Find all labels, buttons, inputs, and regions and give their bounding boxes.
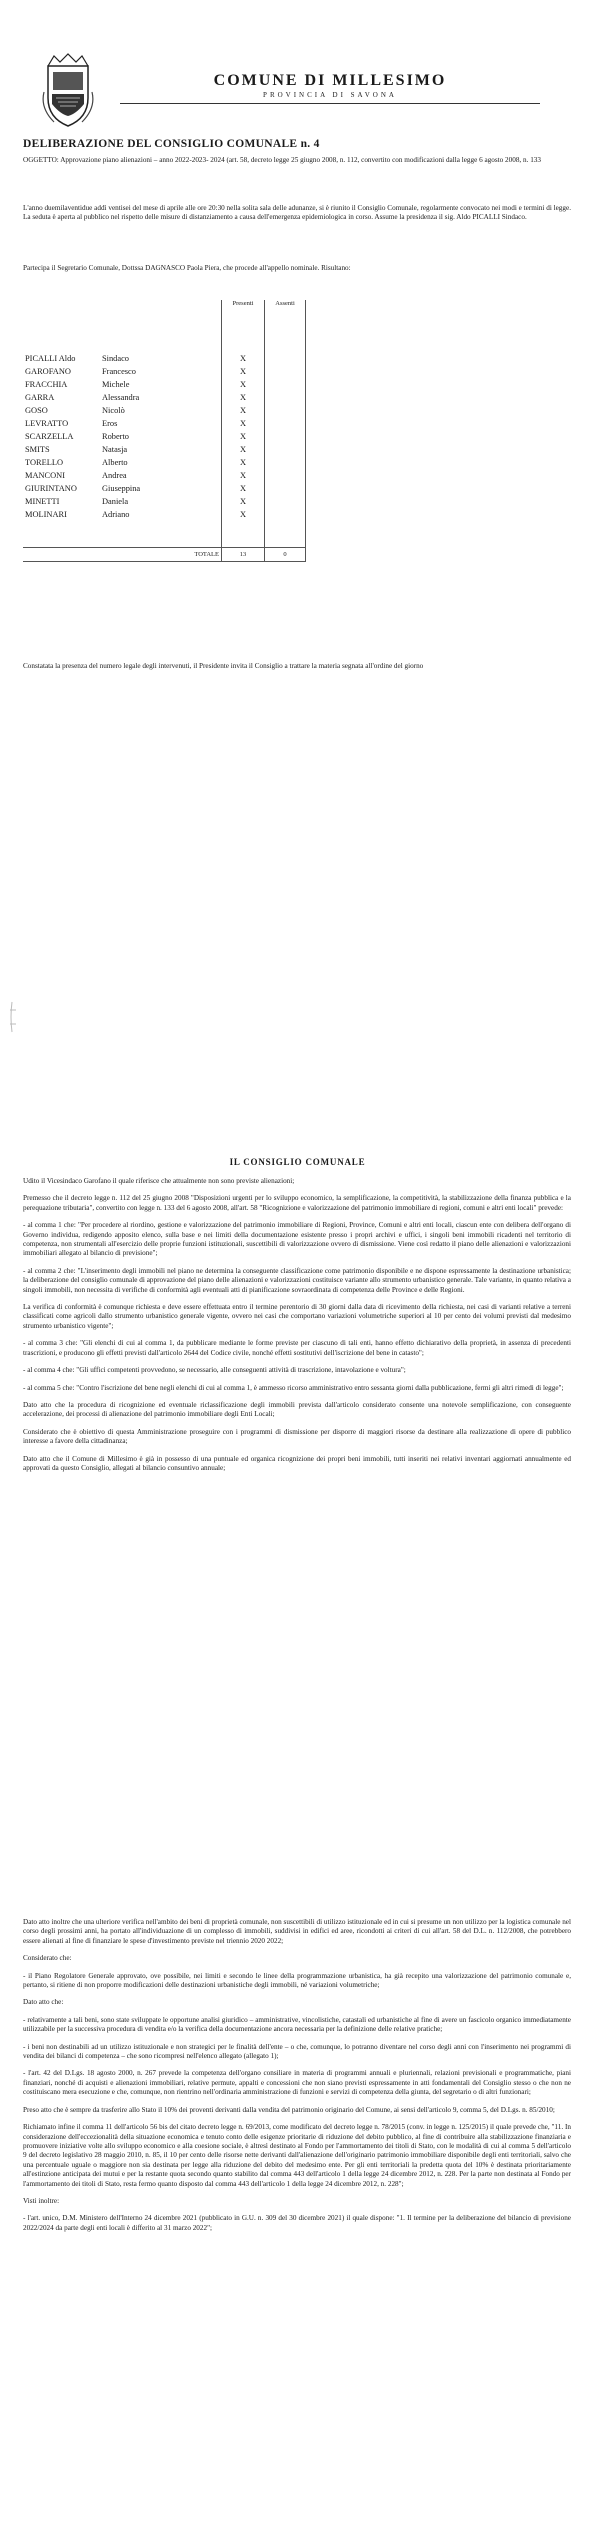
absent-mark (265, 365, 306, 378)
header-divider (120, 103, 540, 104)
body-paragraph: Richiamato infine il comma 11 dell'articolo 56 bis del citato decreto legge n. 69/2013, come modificato del decreto legge n. 78/2015 (conv. in legge n. 125/2015) il quale prevede che, "11. In considerazione dell'eccezionalità della situazione economica e tenuto conto delle esigenze prioritarie di riduzione del debito pubblico, al fine di contribuire alla stabilizzazione finanziaria e promuovere iniziative volte allo sviluppo economico e alla coesione sociale, è altresì destinato al Fondo per l'ammortamento dei titoli di Stato, con le modalità di cui al comma 5 dell'articolo 9 del decreto legislativo 28 maggio 2010, n. 85, il 10 per cento delle risorse nette derivanti dall'alienazione dell'originario patrimonio immobiliare disponibile degli enti territoriali, salvo che una percentuale uguale o maggiore non sia destinata per legge alla riduzione del debito del medesimo ente. Per gli enti territoriali la predetta quota del 10% è destinata prioritariamente all'estinzione anticipata dei mutui e per la restante quota secondo quanto stabilito dal comma 443 dell'articolo 1 della legge 24 dicembre 2012, n. 228. Per la parte non destinata al Fondo per l'ammortamento dei titoli di Stato, resta fermo quanto disposto dal comma 443 dell'articolo 1 della legge 24 dicembre 2012, n. 228"; (23, 2123, 571, 2188)
member-surname: GAROFANO (25, 367, 71, 376)
total-label: TOTALE (100, 548, 222, 562)
municipal-crest-icon (40, 52, 96, 128)
member-first-name: Nicolò (102, 406, 125, 415)
attendance-row (23, 482, 306, 495)
present-mark: X (222, 508, 265, 521)
attendance-row (23, 508, 306, 521)
header-spacer (100, 300, 222, 313)
body-paragraph: Visti inoltre: (23, 2196, 60, 2205)
attendance-row (23, 469, 306, 482)
present-mark: X (222, 469, 265, 482)
quorum-paragraph: Constatata la presenza del numero legale degli intervenuti, il Presidente invita il Consiglio a trattare la materia segnata all'ordine del giorno (23, 662, 424, 670)
total-present: 13 (222, 548, 265, 562)
member-surname: MANCONI (25, 471, 66, 480)
absent-mark (265, 508, 306, 521)
member-first-name: Francesco (102, 367, 136, 376)
deliberation-body-part1 (23, 1177, 571, 1481)
body-paragraph: - al comma 2 che: "L'inserimento degli immobili nel piano ne determina la conseguente classificazione come patrimonio disponibile e ne dispone espressamente la destinazione urbanistica; la deliberazione del consiglio comunale di approvazione del piano delle alienazioni e valorizzazioni costituisce variante allo strumento urbanistico generale. Tale variante, in quanto relativa a singoli immobili, non necessita di verifiche di conformità agli eventuali atti di pianificazione sovraordinata di competenza delle Province e delle Regioni. (23, 1266, 571, 1294)
absent-mark (265, 443, 306, 456)
member-first-name: Adriano (102, 510, 130, 519)
body-paragraph: La verifica di conformità è comunque richiesta e deve essere effettuata entro il termine perentorio di 30 giorni dalla data di ricevimento della richiesta, nei casi di varianti relative a terreni classificati come agricoli dallo strumento urbanistico generale vigente, ovvero nei casi che comportano variazioni volumetriche superiori al 10 per cento dei volumi previsti dal medesimo strumento urbanistico vigente"; (23, 1303, 571, 1330)
member-first-name: Natasja (102, 445, 128, 454)
present-mark: X (222, 495, 265, 508)
deliberation-body-part2 (23, 1918, 571, 2241)
member-surname: SMITS (25, 445, 50, 454)
body-paragraph: Dato atto che il Comune di Millesimo è già in possesso di una puntuale ed organica ricognizione dei propri beni immobili, tutti inseriti nei relativi inventari aggiornati annualmente ed approvati da questo Consiglio, allegati al bilancio consuntivo annuale; (23, 1454, 571, 1472)
body-paragraph: - l'art. 42 del D.Lgs. 18 agosto 2000, n. 267 prevede la competenza dell'organo consiliare in materia di programmi annuali e pluriennali, relazioni previsionali e programmatiche, piani finanziari, nonché di acquisti e alienazioni immobiliari, relative permute, appalti e concessioni che non siano previsti espressamente in atti fondamentali del Consiglio stesso o che non ne costituiscano mera esecuzione e che, comunque, non rientrino nell'ordinaria amministrazione di funzioni e servizi di competenza della giunta, del segretario o di altri funzionari; (23, 2069, 571, 2097)
present-mark: X (222, 404, 265, 417)
absent-mark (265, 378, 306, 391)
member-surname: LEVRATTO (25, 419, 69, 428)
scan-mark-icon (8, 1000, 34, 1034)
absent-mark (265, 391, 306, 404)
subject-paragraph: OGGETTO: Approvazione piano alienazioni – anno 2022-2023- 2024 (art. 58, decreto legge 25 giugno 2008, n. 112, convertito con modificazioni dalla legge 6 agosto 2008, n. 133 (23, 156, 541, 164)
attendance-header-row (23, 300, 306, 313)
body-paragraph: Dato atto inoltre che una ulteriore verifica nell'ambito dei beni di proprietà comunale, non suscettibili di utilizzo istituzionale ed in cui si presume un non utilizzo per la logistica comunale nel corso degli prossimi anni, ha portato all'individuazione di un complesso di immobili, suddivisi in edifici ed aree, ricondotti ai criteri di cui all'art. 58 del D.L. n. 112/2008, che potrebbero essere alienati al fine di finanziare le spese d'investimento previste nel triennio 2020 2022; (23, 1918, 571, 1945)
member-first-name: Giuseppina (102, 484, 141, 493)
header-present: Presenti (222, 300, 265, 313)
attendance-rows (23, 352, 306, 521)
absent-mark (265, 430, 306, 443)
body-paragraph: - al comma 1 che: "Per procedere al riordino, gestione e valorizzazione del patrimonio immobiliare di Regioni, Province, Comuni e altri enti locali, ciascun ente con delibera dell'organo di Governo individua, redigendo apposito elenco, sulla base e nei limiti della documentazione esistente presso i propri archivi e uffici, i singoli beni immobili ricadenti nel territorio di competenza, non strumentali all'esercizio delle proprie funzioni istituzionali, suscettibili di valorizzazione ovvero di dismissione. Viene così redatto il piano delle alienazioni e valorizzazioni immobiliari allegato al bilancio di previsione"; (23, 1221, 571, 1258)
body-paragraph: - il Piano Regolatore Generale approvato, ove possibile, nei limiti e secondo le linee della programmazione urbanistica, ha già recepito una valorizzazione del patrimonio comunale e, pertanto, si ritiene di non proporre modificazioni delle destinazioni urbanistiche degli immobili, né variazioni volumetriche; (23, 1971, 571, 1990)
present-mark: X (222, 456, 265, 469)
body-paragraph: Premesso che il decreto legge n. 112 del 25 giugno 2008 "Disposizioni urgenti per lo sviluppo economico, la semplificazione, la competitività, la stabilizzazione della finanza pubblica e la perequazione tributaria", convertito con legge n. 133 del 6 agosto 2008, all'art. 58 "Ricognizione e valorizzazione del patrimonio immobiliare di regioni, comuni e altri enti locali" prevede: (23, 1194, 571, 1212)
body-paragraph: Considerato che è obiettivo di questa Amministrazione proseguire con i programmi di dismissione per disporre di maggiori risorse da destinare alla realizzazione di opere di pubblico interesse a favore della cittadinanza; (23, 1427, 571, 1446)
member-first-name: Sindaco (102, 354, 129, 363)
member-surname: SCARZELLA (25, 432, 74, 441)
present-mark: X (222, 365, 265, 378)
absent-mark (265, 456, 306, 469)
member-first-name: Eros (102, 419, 118, 428)
absent-mark (265, 469, 306, 482)
body-paragraph: Considerato che: (23, 1954, 72, 1963)
absent-mark (265, 404, 306, 417)
member-surname: GOSO (25, 406, 48, 415)
present-mark: X (222, 430, 265, 443)
attendance-row (23, 391, 306, 404)
attendance-row (23, 456, 306, 469)
member-first-name: Alberto (102, 458, 128, 467)
present-mark: X (222, 378, 265, 391)
absent-mark (265, 482, 306, 495)
present-mark: X (222, 352, 265, 365)
attendance-row (23, 404, 306, 417)
body-paragraph: - al comma 4 che: "Gli uffici competenti provvedono, se necessario, alle conseguenti attività di trascrizione, intavolazione e voltura"; (23, 1366, 406, 1375)
member-first-name: Roberto (102, 432, 129, 441)
deliberation-title: DELIBERAZIONE DEL CONSIGLIO COMUNALE n. 4 (23, 138, 320, 150)
body-paragraph: Dato atto che la procedura di ricognizione ed eventuale riclassificazione degli immobili prevista dall'articolo considerato consente una notevole semplificazione, con conseguente accelerazione, dei processi di alienazione del patrimonio immobiliare degli Enti Locali; (23, 1400, 571, 1419)
council-heading: IL CONSIGLIO COMUNALE (229, 1157, 366, 1167)
body-paragraph: - relativamente a tali beni, sono state sviluppate le opportune analisi giuridico – amministrative, vincolistiche, catastali ed urbanistiche al fine di avere un fascicolo organico immediatamente utilizzabile per la successiva procedura di vendita e/o la verifica della documentazione ancora necessaria per la definizione delle relative pratiche; (23, 2015, 571, 2034)
member-surname: TORELLO (25, 458, 63, 467)
attendance-row (23, 365, 306, 378)
body-paragraph: - i beni non destinabili ad un utilizzo istituzionale e non strategici per le finalità dell'ente – o che, comunque, lo potranno diventare nel corso degli anni con l'inserimento nei programmi di vendita dei bilanci di competenza – che sono ricompresi nell'elenco allegato (allegato 1); (23, 2042, 571, 2061)
body-paragraph: Preso atto che è sempre da trasferire allo Stato il 10% dei proventi derivanti dalla vendita del patrimonio originario del Comune, ai sensi dell'articolo 9, comma 5, del D.Lgs. n. 85/2010; (23, 2105, 555, 2114)
absent-mark (265, 352, 306, 365)
member-first-name: Andrea (102, 471, 127, 480)
member-first-name: Daniela (102, 497, 129, 506)
absent-mark (265, 417, 306, 430)
attendance-row (23, 430, 306, 443)
header-spacer (23, 300, 100, 313)
present-mark: X (222, 391, 265, 404)
member-surname: MINETTI (25, 497, 60, 506)
body-paragraph: - al comma 3 che: "Gli elenchi di cui al comma 1, da pubblicare mediante le forme previste per ciascuno di tali enti, hanno effetto dichiarativo della proprietà, in assenza di precedenti trascrizioni, e producono gli effetti previsti dall'articolo 2644 del Codice civile, nonché effetti sostitutivi dell'iscrizione del bene in catasto"; (23, 1339, 571, 1357)
attendance-row (23, 417, 306, 430)
attendance-row (23, 495, 306, 508)
intro-paragraph: L'anno duemilaventidue addì ventisei del mese di aprile alle ore 20:30 nella solita sala delle adunanze, si è riunito il Consiglio Comunale, regolarmente convocato nei modi e termini di legge. La seduta è aperta al pubblico nel rispetto delle misure di distanziamento a causa dell'emergenza epidemiologica in corso. Assume la presidenza il sig. Aldo PICALLI Sindaco. (23, 204, 571, 222)
attendance-row (23, 443, 306, 456)
attendance-total-row (23, 548, 306, 562)
member-first-name: Michele (102, 380, 130, 389)
body-paragraph: Udito il Vicesindaco Garofano il quale riferisce che attualmente non sono previste alienazioni; (23, 1177, 295, 1185)
body-paragraph: - al comma 5 che: "Contro l'iscrizione del bene negli elenchi di cui al comma 1, è ammesso ricorso amministrativo entro sessanta giorni dalla pubblicazione, fermi gli altri rimedi di legge"; (23, 1383, 564, 1392)
body-paragraph: Dato atto che: (23, 1998, 64, 2007)
present-mark: X (222, 417, 265, 430)
member-surname: PICALLI Aldo (25, 354, 76, 363)
municipality-title: COMUNE DI MILLESIMO (213, 72, 447, 89)
total-absent: 0 (265, 548, 306, 562)
member-surname: GARRA (25, 393, 55, 402)
member-surname: GIURINTANO (25, 484, 77, 493)
body-paragraph: - l'art. unico, D.M. Ministero dell'Interno 24 dicembre 2021 (pubblicato in G.U. n. 309 del 30 dicembre 2021) il quale dispone: "1. Il termine per la deliberazione del bilancio di previsione 2022/2024 da parte degli enti locali è differito al 31 marzo 2022"; (23, 2214, 571, 2232)
province-subtitle: PROVINCIA DI SAVONA (263, 91, 397, 99)
present-mark: X (222, 482, 265, 495)
attendance-table (23, 300, 306, 562)
member-surname: MOLINARI (25, 510, 67, 519)
secretary-paragraph: Partecipa il Segretario Comunale, Dottssa DAGNASCO Paola Piera, che procede all'appello nominale. Risultano: (23, 264, 351, 272)
member-first-name: Alessandra (102, 393, 140, 402)
present-mark: X (222, 443, 265, 456)
header-absent: Assenti (265, 300, 306, 313)
attendance-row (23, 378, 306, 391)
attendance-row (23, 352, 306, 365)
member-surname: FRACCHIA (25, 380, 68, 389)
absent-mark (265, 495, 306, 508)
